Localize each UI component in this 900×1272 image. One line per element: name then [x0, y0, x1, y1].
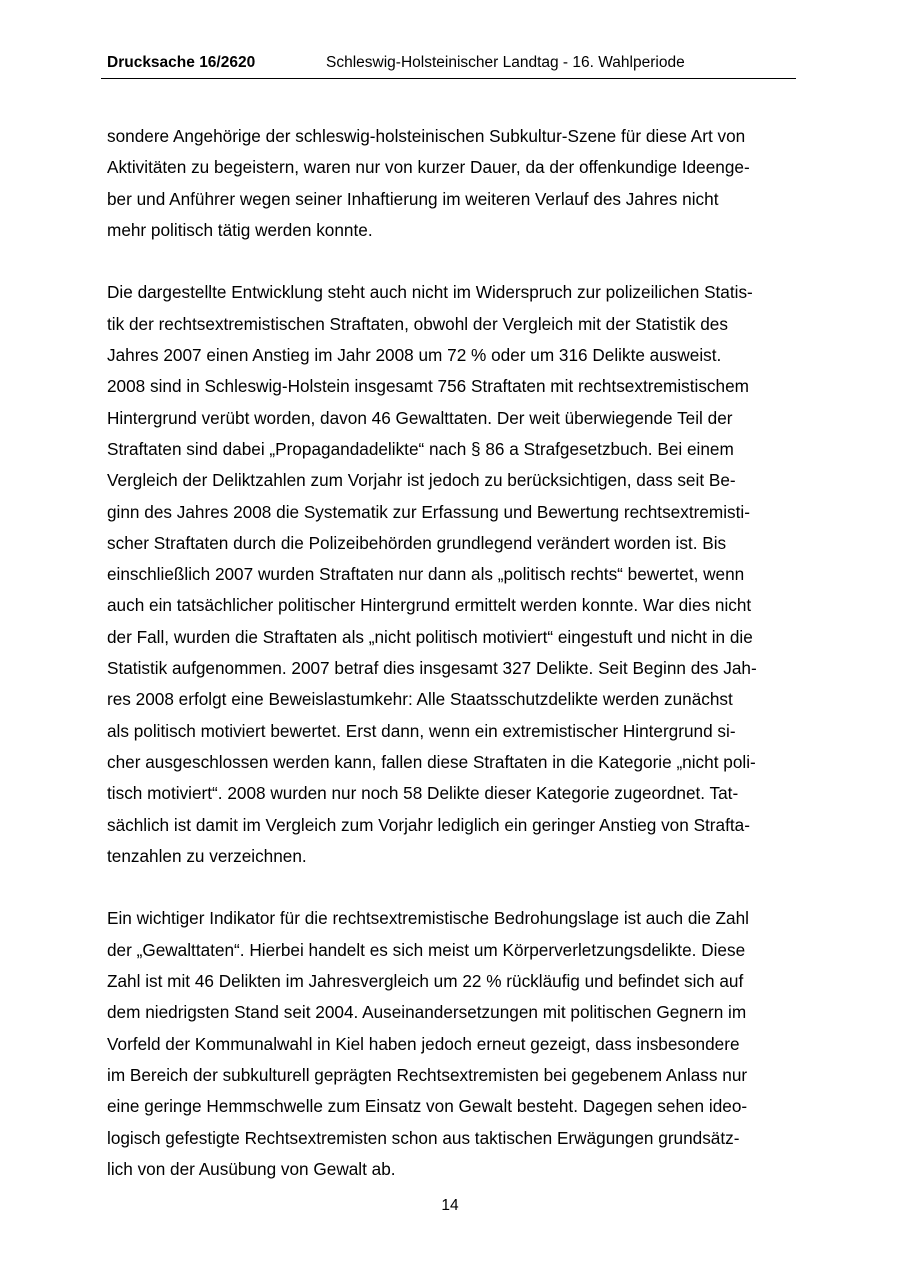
- text-line: logisch gefestigte Rechtsextremisten schon aus taktischen Erwägungen grundsätz-: [107, 1127, 740, 1148]
- text-line: Straftaten sind dabei „Propagandadelikte“ nach § 86 a Strafgesetzbuch. Bei einem: [107, 438, 734, 459]
- paragraph-gap: [107, 872, 793, 903]
- text-line: 2008 sind in Schleswig-Holstein insgesamt 756 Straftaten mit rechtsextremistischem: [107, 376, 749, 397]
- page-header: [101, 52, 796, 79]
- text-line: eine geringe Hemmschwelle zum Einsatz von Gewalt besteht. Dagegen sehen ideo-: [107, 1096, 748, 1117]
- text-line: Aktivitäten zu begeistern, waren nur von kurzer Dauer, da der offenkundige Ideenge-: [107, 157, 750, 178]
- paragraph-3: [107, 903, 793, 1185]
- text-line: als politisch motiviert bewertet. Erst dann, wenn ein extremistischer Hintergrund si-: [107, 720, 736, 741]
- text-line: auch ein tatsächlicher politischer Hintergrund ermittelt werden konnte. War dies nicht: [107, 595, 752, 616]
- text-line: Vergleich der Deliktzahlen zum Vorjahr ist jedoch zu berücksichtigen, dass seit Be-: [107, 470, 736, 491]
- text-line: cher ausgeschlossen werden kann, fallen diese Straftaten in die Kategorie „nicht poli-: [107, 751, 756, 772]
- text-line: Jahres 2007 einen Anstieg im Jahr 2008 um 72 % oder um 316 Delikte ausweist.: [107, 345, 722, 366]
- text-line: Vorfeld der Kommunalwahl in Kiel haben jedoch erneut gezeigt, dass insbesondere: [107, 1033, 740, 1054]
- text-line: Zahl ist mit 46 Delikten im Jahresvergleich um 22 % rückläufig und befindet sich auf: [107, 971, 744, 992]
- text-line: Statistik aufgenommen. 2007 betraf dies insgesamt 327 Delikte. Seit Beginn des Jah-: [107, 658, 757, 679]
- text-line: der „Gewalttaten“. Hierbei handelt es sich meist um Körperverletzungsdelikte. Diese: [107, 939, 746, 960]
- body-text: [107, 121, 793, 1185]
- text-line: ber und Anführer wegen seiner Inhaftierung im weiteren Verlauf des Jahres nicht: [107, 188, 719, 209]
- document-number: Drucksache 16/2620: [107, 54, 256, 71]
- page-number: 14: [441, 1197, 459, 1214]
- text-line: tenzahlen zu verzeichnen.: [107, 845, 307, 866]
- paragraph-gap: [107, 246, 793, 277]
- text-line: ginn des Jahres 2008 die Systematik zur Erfassung und Bewertung rechtsextremisti-: [107, 501, 750, 522]
- text-line: im Bereich der subkulturell geprägten Rechtsextremisten bei gegebenem Anlass nur: [107, 1064, 748, 1085]
- text-line: sächlich ist damit im Vergleich zum Vorjahr lediglich ein geringer Anstieg von Strafta-: [107, 814, 750, 835]
- text-line: tisch motiviert“. 2008 wurden nur noch 58 Delikte dieser Kategorie zugeordnet. Tat-: [107, 783, 739, 804]
- paragraph-1: [107, 121, 793, 246]
- text-line: lich von der Ausübung von Gewalt ab.: [107, 1158, 396, 1179]
- text-line: Hintergrund verübt worden, davon 46 Gewalttaten. Der weit überwiegende Teil der: [107, 407, 733, 428]
- text-line: der Fall, wurden die Straftaten als „nicht politisch motiviert“ eingestuft und nicht in die: [107, 626, 753, 647]
- text-line: Die dargestellte Entwicklung steht auch nicht im Widerspruch zur polizeilichen Statis-: [107, 282, 753, 303]
- parliament-title: Schleswig-Holsteinischer Landtag - 16. Wahlperiode: [326, 54, 685, 71]
- text-line: einschließlich 2007 wurden Straftaten nur dann als „politisch rechts“ bewertet, wenn: [107, 564, 745, 585]
- text-line: scher Straftaten durch die Polizeibehörden grundlegend verändert worden ist. Bis: [107, 532, 727, 553]
- text-line: mehr politisch tätig werden konnte.: [107, 219, 373, 240]
- text-line: dem niedrigsten Stand seit 2004. Auseinandersetzungen mit politischen Gegnern im: [107, 1002, 747, 1023]
- paragraph-2: [107, 277, 793, 872]
- text-line: res 2008 erfolgt eine Beweislastumkehr: Alle Staatsschutzdelikte werden zunächst: [107, 689, 733, 710]
- text-line: tik der rechtsextremistischen Straftaten, obwohl der Vergleich mit der Statistik des: [107, 313, 728, 334]
- text-line: sondere Angehörige der schleswig-holsteinischen Subkultur-Szene für diese Art von: [107, 126, 746, 146]
- text-line: Ein wichtiger Indikator für die rechtsextremistische Bedrohungslage ist auch die Zahl: [107, 908, 749, 929]
